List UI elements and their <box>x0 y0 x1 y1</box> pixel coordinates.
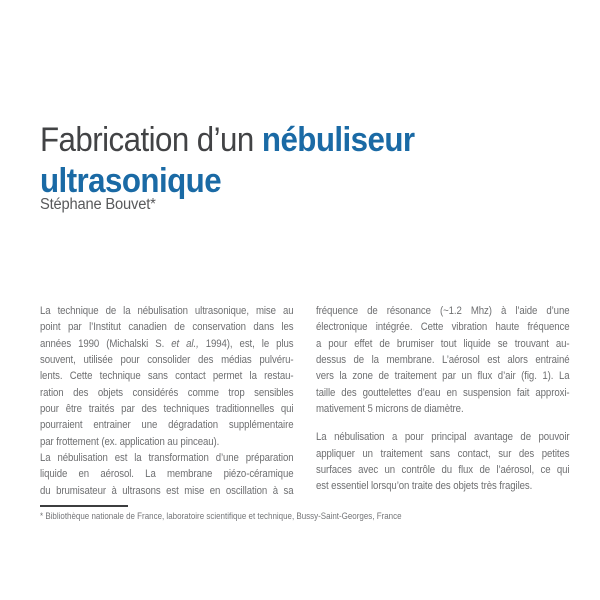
paragraph <box>40 303 294 450</box>
text-line: ration des objets considérés comme trop sensibles <box>40 386 294 399</box>
text-line: taille des gouttelettes d’eau en suspension fait approxi- <box>316 386 570 399</box>
text-line: surfaces avec un contrôle du flux de l’aérosol, ce qui <box>316 464 570 477</box>
text-line: électronique intégrée. Cette vibration haute fréquence <box>316 321 570 334</box>
text-line: années 1990 (Michalski S. et al., 1994), est, le plus <box>40 337 294 350</box>
paragraph <box>316 303 570 417</box>
article-title <box>40 120 555 202</box>
text-line: du brumisateur à ultrasons est mise en oscillation à sa <box>40 484 294 497</box>
text-line: souvent, utilisée pour consolider des médias pulvéru- <box>40 354 294 367</box>
text-line: fréquence de résonance (~1.2 Mhz) à l’aide d’une <box>316 305 570 317</box>
title-accent-line1: nébuliseur <box>261 121 415 159</box>
text-line: liquide en aérosol. La membrane piézo-céramique <box>40 468 294 481</box>
footnote-affiliation: * Bibliothèque nationale de France, laboratoire scientifique et technique, Bussy-Saint-Georges, France <box>40 511 402 522</box>
text-line: La nébulisation est la transformation d’une préparation <box>40 452 294 465</box>
footnote-rule <box>40 505 128 507</box>
text-line: par frottement (ex. application au pinceau). <box>40 435 220 448</box>
text-line: La nébulisation a pour principal avantage de pouvoir <box>316 431 570 444</box>
author-byline: Stéphane Bouvet* <box>40 196 156 213</box>
text-line: appliquer un traitement sans contact, sur des petites <box>316 447 570 460</box>
title-accent-line2: ultrasonique <box>40 162 222 200</box>
body-column-right <box>316 303 570 495</box>
text-line: est essentiel lorsqu’on traite des objets très fragiles. <box>316 480 533 493</box>
text-line: dessus de la membrane. L’aérosol est alors entrainé <box>316 354 570 367</box>
text-line: pour être traités par des techniques traditionnelles qui <box>40 403 294 416</box>
text-line: La technique de la nébulisation ultrasonique, mise au <box>40 305 294 317</box>
text-line: lents. Cette technique sans contact permet la restau- <box>40 370 294 383</box>
title-regular-part: Fabrication d’un <box>40 121 254 159</box>
text-line: pourraient entrainer une dégradation supplémentaire <box>40 419 294 432</box>
body-column-left <box>40 303 294 499</box>
text-line: mativement 5 microns de diamètre. <box>316 403 464 416</box>
paragraph <box>40 450 294 499</box>
text-line: vers la zone de traitement par un flux d’air (fig. 1). La <box>316 370 570 383</box>
text-line: a pour effet de brumiser tout liquide se trouvant au- <box>316 337 570 350</box>
text-line: point par l’Institut canadien de conservation dans les <box>40 321 294 334</box>
paragraph <box>316 429 570 494</box>
